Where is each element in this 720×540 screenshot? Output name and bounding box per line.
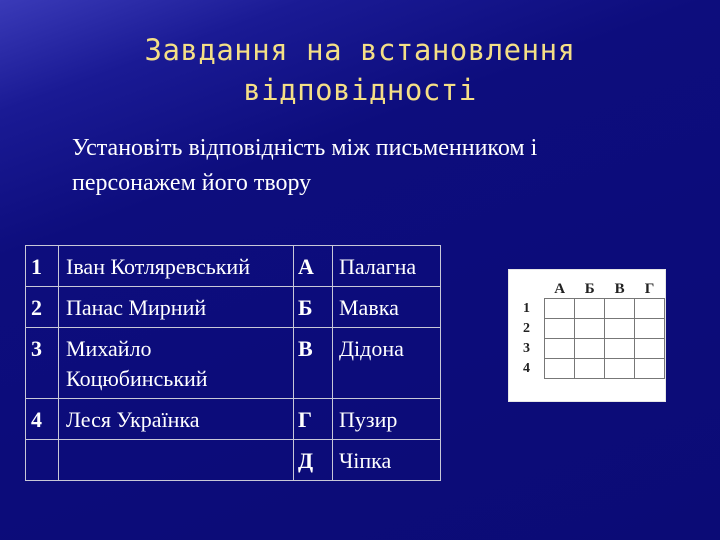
answer-cell[interactable] (575, 299, 605, 319)
answer-grid (517, 280, 665, 379)
answer-cell[interactable] (575, 359, 605, 379)
author-name: Леся Українка (59, 399, 294, 440)
character-name: Чіпка (333, 440, 441, 481)
option-letter: Б (294, 287, 333, 328)
table-row (26, 328, 441, 399)
table-row (26, 440, 441, 481)
answer-grid-row (517, 319, 665, 339)
answer-cell[interactable] (575, 339, 605, 359)
character-name: Мавка (333, 287, 441, 328)
answer-cell[interactable] (635, 339, 665, 359)
slide-title (0, 30, 720, 110)
slide-title-line-2: відповідності (243, 73, 477, 107)
answer-cell[interactable] (635, 299, 665, 319)
answer-grid-row-label: 2 (523, 320, 530, 336)
task-instruction-line-1: Установіть відповідність між письменником і (72, 135, 538, 161)
author-name (59, 440, 294, 481)
matching-table (25, 245, 441, 481)
answer-cell[interactable] (605, 319, 635, 339)
answer-grid-row (517, 299, 665, 319)
row-number: 4 (26, 399, 59, 440)
character-name: Дідона (333, 328, 441, 399)
author-name: Іван Котляревський (59, 246, 294, 287)
table-row (26, 287, 441, 328)
answer-grid-col-header: Г (644, 281, 655, 297)
answer-cell[interactable] (545, 359, 575, 379)
answer-grid-col-header: В (614, 281, 625, 297)
answer-grid-row (517, 339, 665, 359)
character-name: Пузир (333, 399, 441, 440)
row-number (26, 440, 59, 481)
answer-grid-row-label: 3 (523, 340, 530, 356)
character-name: Палагна (333, 246, 441, 287)
answer-cell[interactable] (545, 319, 575, 339)
slide-title-line-1: Завдання на встановлення (144, 33, 576, 67)
row-number: 1 (26, 246, 59, 287)
option-letter: Д (294, 440, 333, 481)
answer-grid-col-header: А (554, 281, 566, 297)
row-number: 3 (26, 328, 59, 399)
table-row (26, 246, 441, 287)
option-letter: Г (294, 399, 333, 440)
answer-cell[interactable] (605, 339, 635, 359)
option-letter: В (294, 328, 333, 399)
answer-cell[interactable] (545, 339, 575, 359)
answer-grid-panel (508, 269, 666, 402)
answer-grid-corner (517, 280, 545, 299)
task-instruction-line-2: персонажем його твору (72, 170, 312, 196)
option-letter: А (294, 246, 333, 287)
answer-cell[interactable] (635, 359, 665, 379)
answer-cell[interactable] (605, 359, 635, 379)
answer-cell[interactable] (635, 319, 665, 339)
author-name: Михайло Коцюбинський (59, 328, 294, 399)
answer-cell[interactable] (545, 299, 575, 319)
answer-grid-header-row (517, 280, 665, 299)
table-row (26, 399, 441, 440)
answer-grid-col-header: Б (584, 281, 595, 297)
answer-grid-row (517, 359, 665, 379)
task-instruction (72, 131, 672, 201)
answer-grid-row-label: 4 (523, 360, 530, 376)
author-name: Панас Мирний (59, 287, 294, 328)
answer-cell[interactable] (575, 319, 605, 339)
row-number: 2 (26, 287, 59, 328)
answer-grid-row-label: 1 (523, 300, 530, 316)
answer-cell[interactable] (605, 299, 635, 319)
